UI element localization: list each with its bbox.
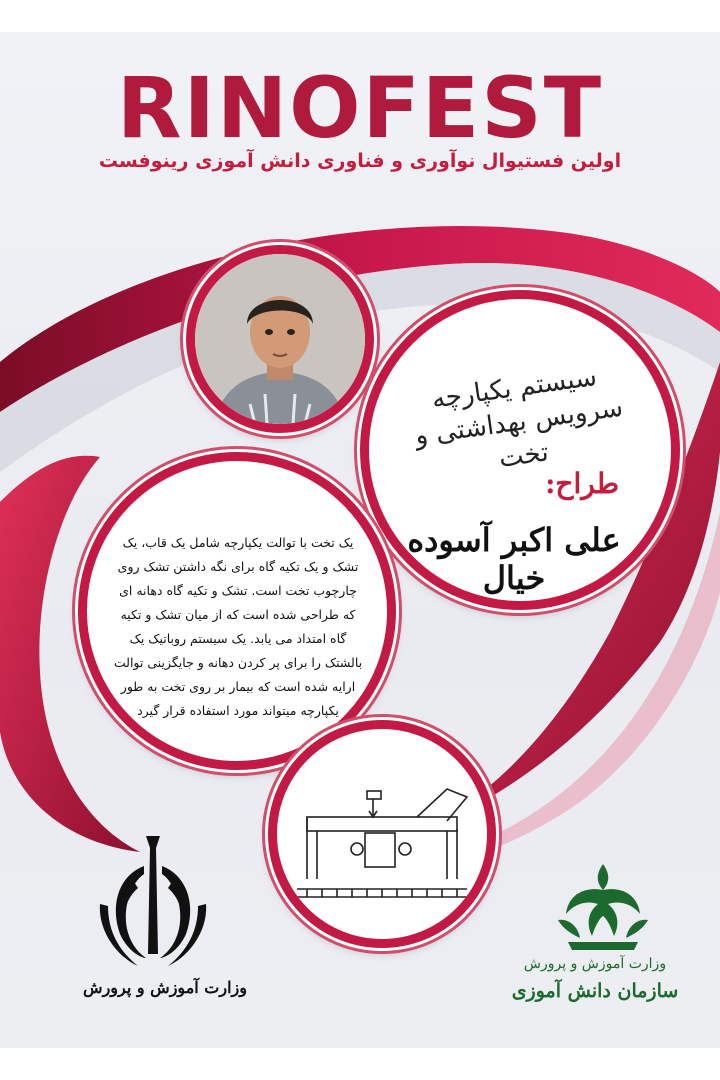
project-title: سیستم یکپارچه سرویس بهداشتی و تخت — [413, 361, 625, 474]
description-circle — [78, 452, 396, 770]
student-photo — [186, 245, 374, 433]
ministry-label: وزارت آموزش و پرورش — [83, 978, 247, 997]
project-title-circle — [360, 290, 680, 610]
bed-toilet-drawing-icon — [277, 729, 487, 939]
bed-drawing-circle — [268, 720, 496, 948]
project-description: یک تخت با توالت یکپارچه شامل یک قاب، یک تشک و یک تکیه گاه برای نگه داشتن تشک روی چارچوب تخت است. تشک و تکیه گاه دهانه ای که طراحی شده است که از میان تشک و تکیه گاه امتداد می یابد. یک سیستم روباتیک یک بالشتک را برای پر کردن دهانه و جایگزینی توالت ارایه شده است که بیمار بر روی تخت به طور یکپارچه میتواند مورد استفاده قرار گیرد — [113, 535, 363, 718]
org-name: سازمان دانش آموزی — [511, 980, 679, 1002]
festival-subtitle: اولین فستیوال نوآوری و فناوری دانش آموزی رینوفست — [98, 150, 622, 172]
designer-label: طراح: — [545, 467, 619, 500]
org-ministry-line: وزارت آموزش و پرورش — [523, 956, 667, 972]
iran-emblem-icon — [98, 826, 208, 976]
student-organization-logo-icon — [548, 860, 658, 956]
student-portrait-icon — [195, 254, 365, 424]
festival-logo: RINOFEST — [116, 59, 604, 157]
designer-name: علی اکبر آسوده خیال — [407, 521, 621, 597]
